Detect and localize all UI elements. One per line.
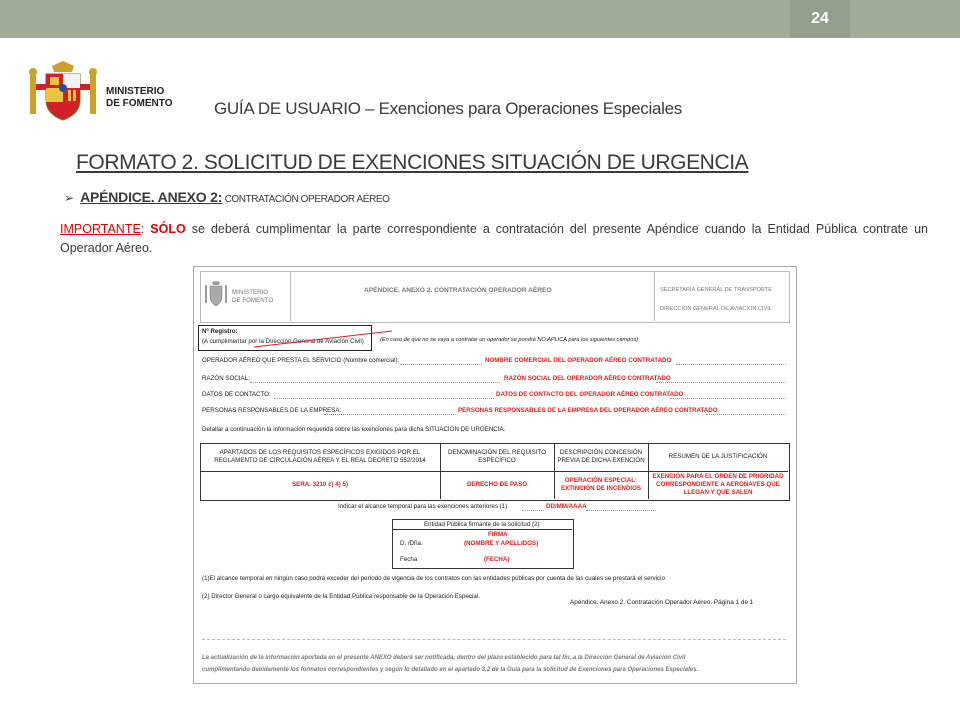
field-personas-label: PERSONAS RESPONSABLES DE LA EMPRESA: — [202, 407, 342, 414]
dona-value: (NOMBRE Y APELLIDOS) — [464, 540, 539, 547]
doc-header-box — [200, 271, 790, 323]
doc-page-ref: Apéndice. Anexo 2. Contratación Operador Aéreo. Página 1 de 1 — [570, 599, 754, 606]
doc-ministry-line1: MINISTERIO — [232, 289, 269, 296]
doc-secretaria: SECRETARÍA GENERAL DE TRANSPORTE — [660, 287, 773, 293]
apendice-sub: CONTRATACIÓN OPERADOR AÉREO — [222, 194, 390, 205]
field-contacto-dots-1 — [274, 398, 494, 399]
arrow-bullet-icon: ➢ — [64, 191, 75, 205]
note-2: (2) Director General o cargo equivalente de la Entidad Pública responsable de la Operación Especial. — [202, 593, 480, 600]
no-aplica-note: (En caso de que no se vaya a contratar un operador se pondrá NO APLICA para los siguientes campos) — [380, 337, 638, 343]
field-contacto-label: DATOS DE CONTACTO: — [202, 391, 271, 398]
document-preview — [193, 266, 797, 684]
alcance-dots-2 — [586, 510, 656, 511]
field-operador-label: OPERADOR AÉREO QUE PRESTA EL SERVICIO (Nombre comercial): — [202, 357, 400, 364]
field-personas-dots-2 — [706, 414, 786, 415]
field-contacto-value: DATOS DE CONTACTO DEL OPERADOR AÉREO CONTRATADO — [496, 391, 684, 398]
doc-footer-1: La actualización de la información aportada en el presente ANEXO deberá ser notificada, dentro del plazo establecido para tal fin, a la Dirección General de Aviación Civil — [202, 655, 686, 661]
field-personas-value: PERSONAS RESPONSABLES DE LA EMPRESA DEL OPERADOR AÉREO CONTRATADO — [458, 407, 718, 414]
ministry-label — [106, 86, 172, 110]
table-cell-descripcion: OPERACIÓN ESPECIAL: EXTINCIÓN DE INCENDIOS — [560, 477, 642, 492]
doc-footer-2: cumplimentando debidamente los formatos correspondientes y según lo detallado en el apartado 3.2 de la Guía para la solicitud de Exenciones para Operaciones Especiales. — [202, 667, 699, 673]
firma-label: FIRMA — [488, 531, 508, 538]
ministry-line1: MINISTERIO — [106, 86, 165, 97]
alcance-value: DD/MM/AAAA — [546, 503, 587, 510]
field-razon-label: RAZÓN SOCIAL: — [202, 375, 250, 382]
dona-label: D. /Dña. — [400, 540, 423, 547]
field-operador-value: NOMBRE COMERCIAL DEL OPERADOR AÉREO CONTRATADO — [485, 357, 672, 364]
firma-box-divider — [392, 529, 572, 530]
table-header-descripcion: DESCRIPCIÓN CONCESIÓN PREVIA DE DICHA EXENCIÓN — [557, 449, 645, 464]
field-razon-dots-1 — [250, 382, 500, 383]
doc-header-title: APÉNDICE. ANEXO 2. CONTRATACIÓN OPERADOR AÉREO — [364, 287, 552, 294]
table-cell-apartado: SERA. 3210 c) 4) 5) — [291, 481, 349, 488]
important-sep: : — [140, 222, 151, 236]
field-personas-dots-1 — [324, 414, 456, 415]
field-contacto-dots-2 — [670, 398, 786, 399]
field-razon-value: RAZÓN SOCIAL DEL OPERADOR AÉREO CONTRATADO — [504, 375, 671, 382]
fecha-label: Fecha — [400, 556, 418, 563]
doc-ministry-line2: DE FOMENTO — [232, 297, 274, 304]
table-cell-resumen: EXENCIÓN PARA EL ORDEN DE PRIORIDAD CORRESPONDIENTE A AERONAVES QUE LLEGAN Y QUE SALEN — [652, 473, 784, 496]
coat-of-arms-logo — [24, 60, 104, 124]
doc-direccion: DIRECCION GENERAL DE AVIACION CIVIL — [660, 306, 772, 312]
note-1: (1)El alcance temporal en ningún caso podrá exceder del período de vigencia de los contratos con las entidades públicas por cuenta de las cuales se prestará el servicio — [202, 575, 665, 582]
apendice-main: APÉNDICE. ANEXO 2: — [80, 189, 223, 205]
alcance-label: Indicar el alcance temporal para las exenciones anteriores (1) — [338, 503, 508, 510]
table-header-apartados: APARTADOS DE LOS REQUISITOS ESPECÍFICOS EXIGIDOS POR EL REGLAMENTO DE CIRCULACIÓN AÉREA Y EL REAL DECRETO 552/2014 — [214, 449, 426, 464]
table-header-resumen: RESUMEN DE LA JUSTIFICACIÓN — [668, 453, 768, 460]
alcance-dots-1 — [522, 510, 544, 511]
field-operador-dots-2 — [676, 364, 786, 365]
ministry-line2: DE FOMENTO — [106, 98, 173, 109]
page-title: FORMATO 2. SOLICITUD DE EXENCIONES SITUACIÓN DE URGENCIA — [76, 151, 749, 174]
fecha-value: (FECHA) — [484, 556, 510, 563]
important-solo: SÓLO — [150, 222, 186, 236]
footer-separator — [202, 639, 786, 640]
page-number: 24 — [790, 0, 850, 38]
doc-coat-of-arms-icon — [204, 281, 228, 307]
doc-header-divider-1 — [290, 271, 291, 321]
registro-title: Nº Registro: — [202, 328, 238, 335]
registro-strike-line — [254, 329, 394, 349]
table-cell-denominacion: DERECHO DE PASO — [466, 481, 528, 488]
important-note — [60, 220, 928, 258]
detallar-text: Detallar a continuación la información requerida sobre las exenciones para dicha SITUACIÓN DE URGENCIA. — [202, 426, 506, 433]
important-label: IMPORTANTE — [60, 222, 141, 236]
firma-box-title: Entidad Pública firmante de la solicitud (2) — [424, 521, 540, 528]
field-razon-dots-2 — [656, 382, 786, 383]
important-text: se deberá cumplimentar la parte correspondiente a contratación del presente Apéndice cuando la Entidad Pública contrate un Operador Aéreo. — [60, 222, 929, 255]
apendice-heading — [64, 189, 390, 205]
registro-note: (A cumplimentar por la Dirección General de Aviación Civil) — [202, 338, 364, 345]
guide-title: GUÍA DE USUARIO – Exenciones para Operaciones Especiales — [214, 99, 682, 118]
field-operador-dots-1 — [400, 364, 482, 365]
doc-header-divider-2 — [654, 271, 655, 321]
table-header-denominacion: DENOMINACIÓN DEL REQUISITO ESPECÍFICO — [448, 449, 546, 464]
